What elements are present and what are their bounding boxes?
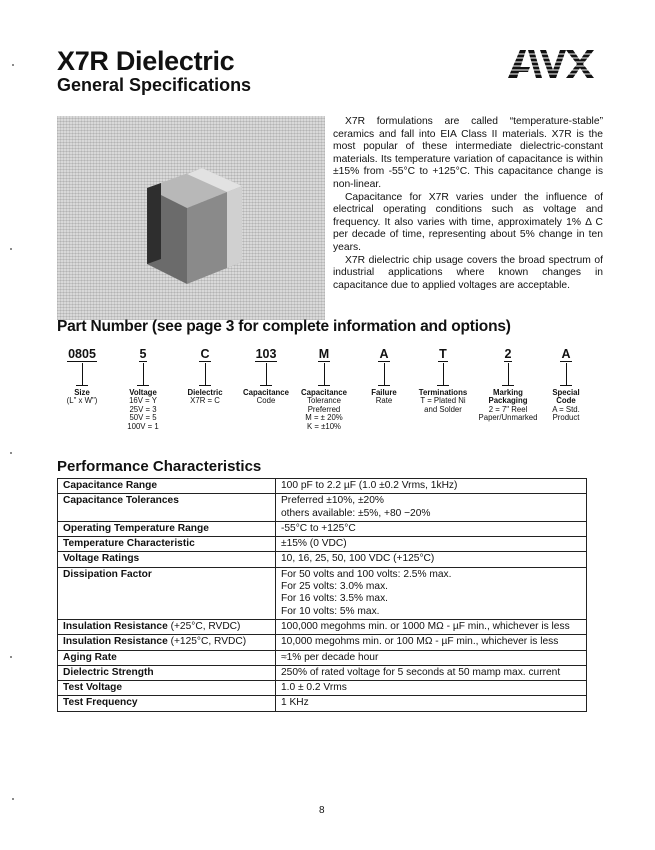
part-field-size <box>58 345 106 406</box>
row-value: 10, 16, 25, 50, 100 VDC (+125°C) <box>276 552 587 567</box>
part-field-desc: 100V = 1 <box>127 421 159 431</box>
part-field-label: Voltage <box>129 388 157 397</box>
intro-paragraph: X7R dielectric chip usage covers the broad spectrum of industrial applications where known changes in capacitance due to applied voltages are acceptable. <box>333 254 603 291</box>
page-number: 8 <box>319 805 325 816</box>
part-field-desc: 25V = 3 <box>129 404 157 414</box>
row-label: Temperature Characteristic <box>58 537 276 552</box>
avx-logo <box>508 48 594 80</box>
part-field-label: Size <box>74 388 90 397</box>
row-value-line: For 10 volts: 5% max. <box>281 605 380 617</box>
row-label <box>58 635 276 650</box>
part-field-label: Terminations <box>418 388 468 397</box>
row-value: 1 KHz <box>276 696 587 711</box>
part-field-label: Capacitance <box>243 388 289 397</box>
page-subtitle: General Specifications <box>57 75 252 95</box>
row-value-line: For 50 volts and 100 volts: 2.5% max. <box>281 568 452 580</box>
part-field-desc: Packaging <box>488 396 528 405</box>
table-row <box>58 494 587 522</box>
part-field-desc: Code <box>256 396 276 405</box>
row-value-line: others available: ±5%, +80 −20% <box>281 507 431 519</box>
part-field-desc: and Solder <box>424 404 462 414</box>
row-value: 1.0 ± 0.2 Vrms <box>276 681 587 696</box>
part-field-code: 2 <box>504 347 512 361</box>
table-row <box>58 665 587 680</box>
row-value-line: Preferred ±10%, ±20% <box>281 495 384 507</box>
row-value: 250% of rated voltage for 5 seconds at 50 mamp max. current <box>276 665 587 680</box>
part-field-label: Failure <box>371 388 397 397</box>
part-field-code: 103 <box>255 347 277 361</box>
row-label: Capacitance Range <box>58 479 276 494</box>
part-field-special-code <box>543 345 589 423</box>
intro-paragraph: Capacitance for X7R varies under the influence of electrical operating conditions such as voltage and frequency. It also varies with time, approximately 1% Δ C per decade of time, representing about 5% change in ten years. <box>333 191 603 253</box>
part-field-label: Capacitance <box>301 388 347 397</box>
part-field-code: T <box>439 347 447 361</box>
part-field-tolerance <box>296 345 352 431</box>
capacitor-photo <box>57 116 325 320</box>
part-field-code: A <box>379 347 389 361</box>
table-row <box>58 650 587 665</box>
row-label-text: Insulation Resistance <box>63 620 168 632</box>
part-field-desc: T = Plated Ni <box>420 396 466 405</box>
part-field-code: 5 <box>139 347 147 361</box>
scan-speck <box>10 452 12 454</box>
intro-text <box>333 116 603 292</box>
part-field-desc: Tolerance <box>307 396 341 405</box>
row-label-suffix: (+25°C, RVDC) <box>170 620 241 632</box>
scan-speck <box>12 798 14 800</box>
table-row <box>58 537 587 552</box>
chip-capacitor-icon <box>57 116 325 320</box>
row-label <box>58 619 276 634</box>
part-field-packaging <box>477 345 539 423</box>
part-field-voltage <box>119 345 167 431</box>
part-field-terminations <box>412 345 474 414</box>
part-field-desc: Preferred <box>307 404 341 414</box>
row-value-line: For 16 volts: 3.5% max. <box>281 593 389 605</box>
part-field-label: Marking <box>493 388 523 397</box>
row-value: 100,000 megohms min. or 1000 MΩ - µF min., whichever is less <box>276 619 587 634</box>
scan-speck <box>10 656 12 658</box>
table-row <box>58 681 587 696</box>
page-title: X7R Dielectric <box>57 46 235 76</box>
scan-speck <box>10 248 12 250</box>
table-row <box>58 552 587 567</box>
part-field-desc: (L" x W") <box>66 396 98 405</box>
part-field-desc: 16V = Y <box>129 396 157 405</box>
row-label-text: Insulation Resistance <box>63 636 168 648</box>
row-value-line: For 25 volts: 3.0% max. <box>281 581 389 593</box>
part-field-desc: Rate <box>375 396 393 405</box>
part-field-desc: 2 = 7" Reel <box>488 404 528 414</box>
row-value: ±15% (0 VDC) <box>276 537 587 552</box>
part-field-desc: Code <box>556 396 576 405</box>
scan-speck <box>12 64 14 66</box>
table-row <box>58 619 587 634</box>
part-field-label: Dielectric <box>187 388 223 397</box>
row-label: Dissipation Factor <box>58 567 276 619</box>
row-value: ≈1% per decade hour <box>276 650 587 665</box>
row-label-suffix: (+125°C, RVDC) <box>170 636 247 648</box>
row-label: Operating Temperature Range <box>58 521 276 536</box>
part-field-code: M <box>318 347 330 361</box>
part-field-desc: K = ±10% <box>307 421 341 431</box>
row-value: 10,000 megohms min. or 100 MΩ - µF min., whichever is less <box>276 635 587 650</box>
row-value <box>276 494 587 522</box>
table-row <box>58 479 587 494</box>
row-value: -55°C to +125°C <box>276 521 587 536</box>
row-label: Capacitance Tolerances <box>58 494 276 522</box>
row-label: Aging Rate <box>58 650 276 665</box>
intro-paragraph: X7R formulations are called “temperature-stable” ceramics and fall into EIA Class II materials. X7R is the most popular of these intermediate dielectric-constant materials. Its temperature variation of capacitance is within ±15% from -55°C to +125°C. This capacitance change is non-linear. <box>333 116 603 190</box>
part-field-failure-rate <box>362 345 406 406</box>
table-row <box>58 521 587 536</box>
part-field-desc: 50V = 5 <box>129 413 157 423</box>
part-field-capacitance <box>239 345 293 406</box>
performance-table <box>57 478 587 712</box>
table-row <box>58 635 587 650</box>
part-field-label: Special <box>552 388 580 397</box>
part-field-desc: X7R = C <box>190 396 220 405</box>
row-label: Test Frequency <box>58 696 276 711</box>
row-label: Dielectric Strength <box>58 665 276 680</box>
part-field-code: A <box>561 347 571 361</box>
part-field-desc: M = ± 20% <box>305 413 343 423</box>
table-row <box>58 567 587 619</box>
part-field-code: C <box>200 347 210 361</box>
table-row <box>58 696 587 711</box>
avx-logo-icon <box>508 48 594 80</box>
part-number-heading: Part Number (see page 3 for complete information and options) <box>57 318 511 335</box>
row-value: 100 pF to 2.2 µF (1.0 ±0.2 Vrms, 1kHz) <box>276 479 587 494</box>
part-field-dielectric <box>179 345 231 406</box>
part-field-code: 0805 <box>68 347 96 361</box>
part-field-desc: Product <box>552 413 580 423</box>
row-value <box>276 567 587 619</box>
part-field-desc: Paper/Unmarked <box>478 413 538 423</box>
row-label: Voltage Ratings <box>58 552 276 567</box>
row-label: Test Voltage <box>58 681 276 696</box>
performance-heading: Performance Characteristics <box>57 458 262 475</box>
part-field-desc: A = Std. <box>552 404 580 414</box>
